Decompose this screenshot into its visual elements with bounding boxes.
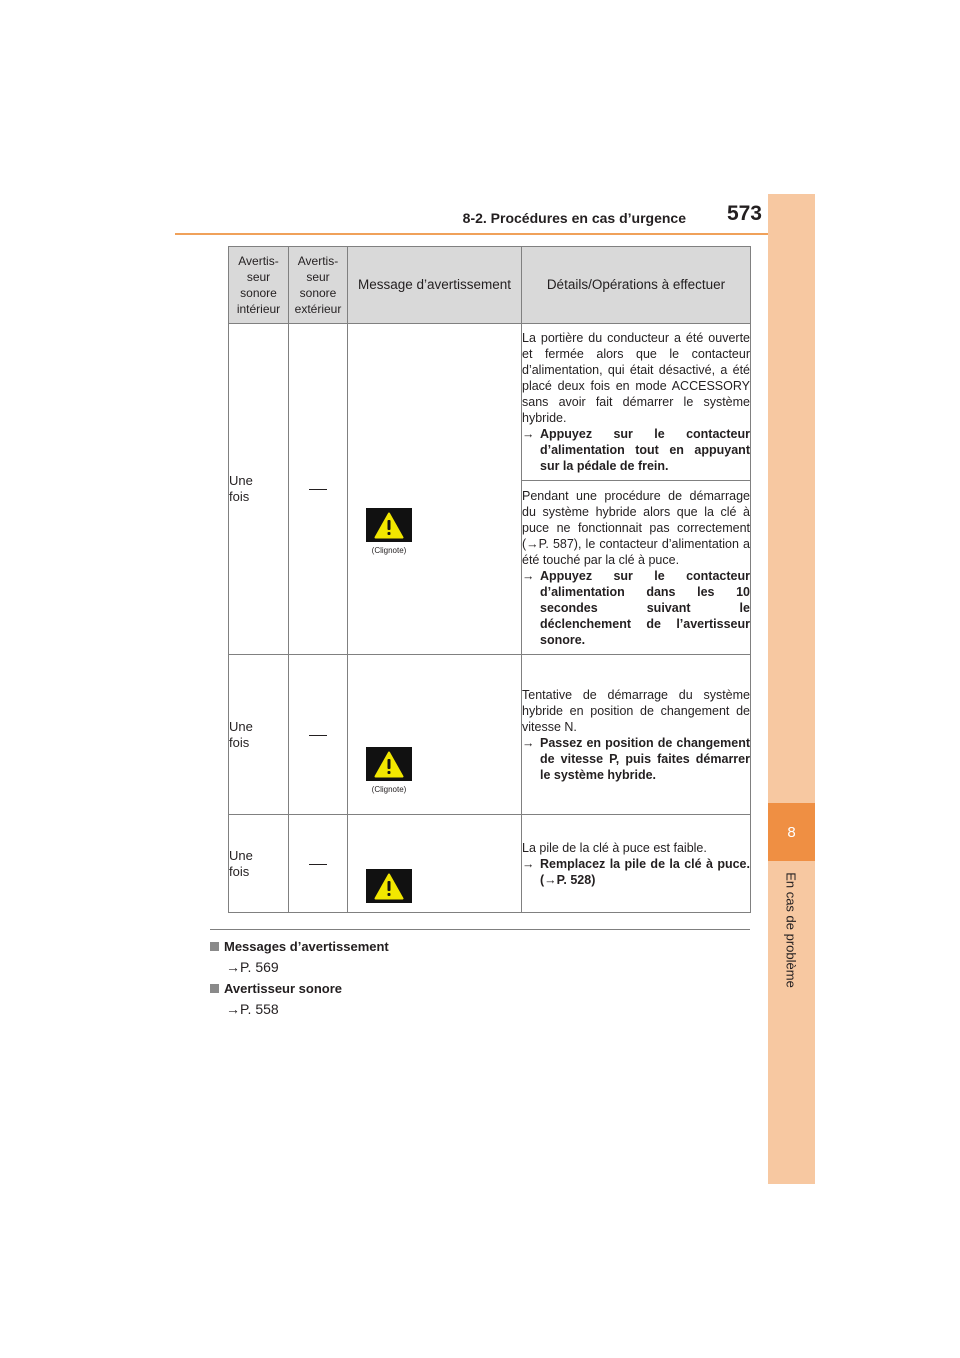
icon-caption: (Clignote)	[371, 546, 407, 555]
note-heading: Messages d’avertissement	[210, 939, 389, 954]
warning-triangle-icon	[366, 508, 412, 542]
warning-display	[360, 869, 418, 903]
details-cell	[522, 655, 751, 815]
table-header-row	[229, 247, 751, 324]
warning-triangle-icon	[366, 869, 412, 903]
table-row	[229, 815, 751, 913]
header-interior-buzzer: Avertis- seur sonore intérieur	[229, 247, 289, 324]
arrow-icon: →	[522, 568, 535, 583]
arrow-icon: →	[522, 735, 535, 750]
exterior-buzzer-cell	[289, 324, 348, 655]
section-divider	[210, 929, 750, 930]
detail-text: La pile de la clé à puce est faible.	[522, 840, 707, 855]
header-exterior-buzzer: Avertis- seur sonore extérieur	[289, 247, 348, 324]
page-reference-link[interactable]: →P. 558	[226, 1001, 279, 1017]
details-cell	[522, 324, 751, 481]
details-cell	[522, 815, 751, 913]
exterior-buzzer-cell	[289, 655, 348, 815]
detail-text: Tentative de démarrage du système hybride en position de changement de vitesse N.	[522, 687, 750, 734]
detail-action: → Remplacez la pile de la clé à puce. (→P. 528)	[522, 856, 750, 887]
note-heading: Avertisseur sonore	[210, 981, 342, 996]
arrow-icon: →	[522, 427, 535, 441]
chapter-side-tab	[768, 194, 815, 1184]
detail-action: → Appuyez sur le contacteur d’alimentation tout en appuyant sur la pédale de frein.	[522, 427, 750, 473]
interior-buzzer-cell: Une fois	[229, 655, 289, 815]
detail-text: Pendant une procédure de démarrage du système hybride alors que la clé à puce ne fonctionnait pas correctement (→P. 587), le contacteur d’alimentation a été touché par la clé à puce.	[522, 488, 750, 567]
interior-buzzer-cell: Une fois	[229, 815, 289, 913]
warning-display	[360, 747, 418, 795]
chapter-label: En cas de problème	[783, 872, 799, 988]
warning-message-cell	[348, 324, 522, 655]
page-reference-link[interactable]: →P. 569	[226, 959, 279, 975]
arrow-icon: →	[522, 856, 535, 871]
detail-action: → Appuyez sur le contacteur d’alimentation dans les 10 secondes suivant le déclenchement de l’avertisseur sonore.	[522, 568, 750, 647]
table-row	[229, 324, 751, 481]
dash	[309, 489, 327, 490]
chapter-number: 8	[787, 823, 796, 841]
dash	[309, 735, 327, 736]
warning-display	[360, 508, 418, 556]
warning-table	[228, 246, 751, 913]
header-rule	[175, 233, 815, 235]
dash	[309, 864, 327, 865]
interior-buzzer-cell: Une fois	[229, 324, 289, 655]
exterior-buzzer-cell	[289, 815, 348, 913]
table-row	[229, 655, 751, 815]
section-title: 8-2. Procédures en cas d’urgence	[462, 210, 686, 226]
header-details: Détails/Opérations à effectuer	[522, 247, 751, 324]
warning-triangle-icon	[366, 747, 412, 781]
detail-action: → Passez en position de changement de vitesse P, puis faites démarrer le système hybride.	[522, 735, 750, 782]
warning-message-cell	[348, 815, 522, 913]
chapter-number-box	[768, 803, 815, 861]
square-bullet-icon	[210, 942, 219, 951]
details-cell	[522, 481, 751, 655]
warning-message-cell	[348, 655, 522, 815]
header-warning-message: Message d’avertissement	[348, 247, 522, 324]
square-bullet-icon	[210, 984, 219, 993]
detail-text: La portière du conducteur a été ouverte et fermée alors que le contacteur d’alimentation, qui était désactivé, a été placé deux fois en mode ACCESSORY sans avoir fait démarrer le système hybride.	[522, 331, 750, 425]
icon-caption: (Clignote)	[371, 785, 407, 794]
page-number: 573	[726, 202, 762, 225]
